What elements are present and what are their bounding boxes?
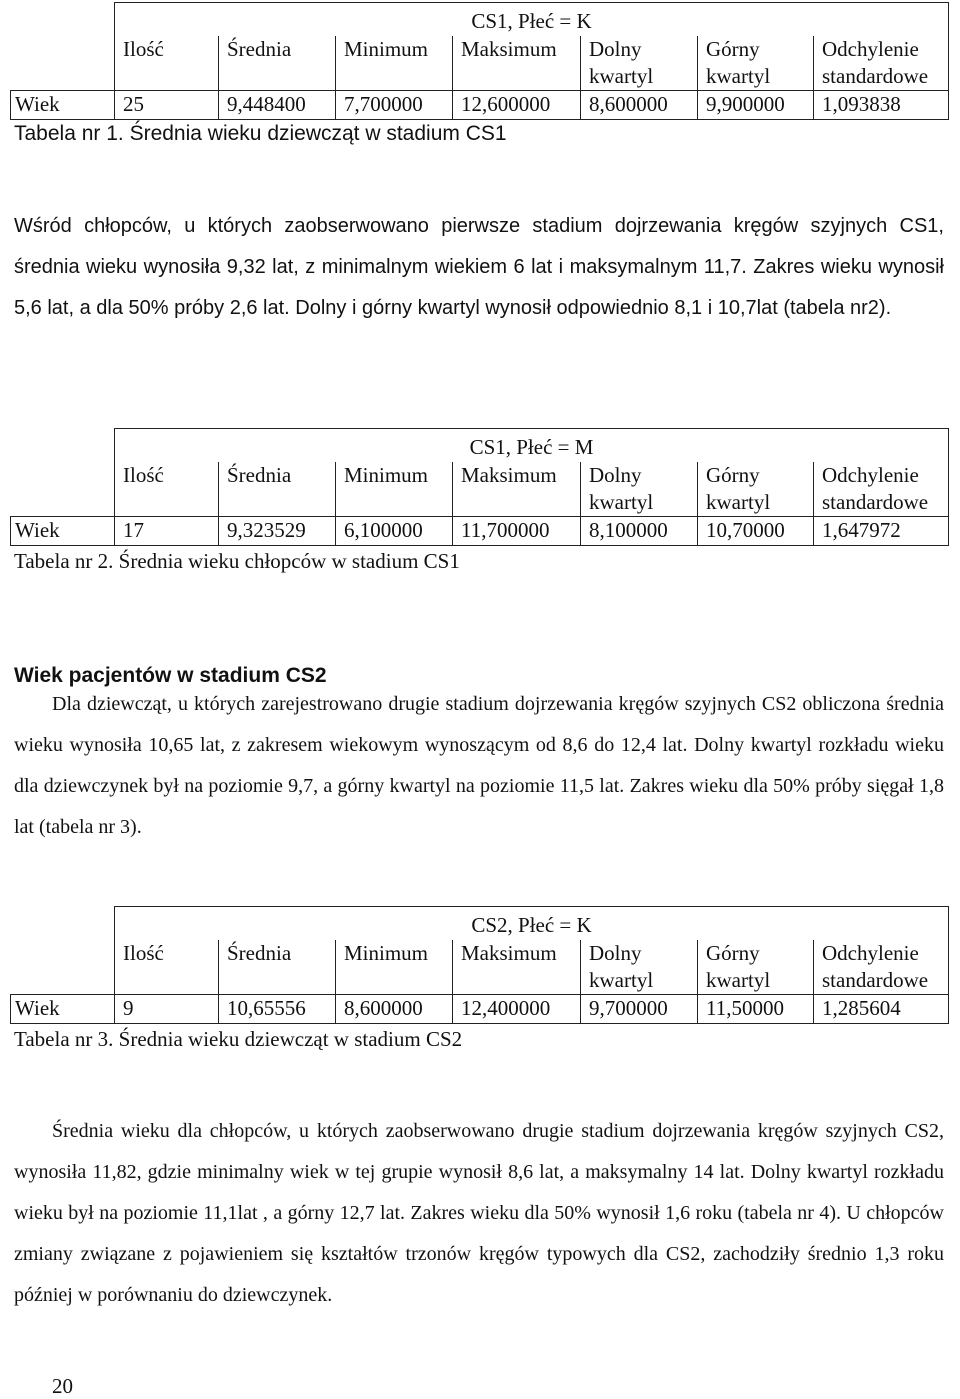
column-header-q3: Górny kwartyl [698, 940, 814, 995]
cell-mean: 10,65556 [219, 995, 336, 1024]
cell-min: 7,700000 [336, 91, 453, 120]
paragraph [14, 684, 944, 848]
paragraph-text: Dla dziewcząt, u których zarejestrowano drugie stadium dojrzewania kręgów szyjnych CS2 obliczona średnia wieku wynosiła 10,65 lat, z zakresem wiekowym wynoszącym od 8,6 do 12,4 lat. Dolny kwartyl rozkładu wieku dla dziewczynek był na poziomie 9,7, a górny kwartyl na poziomie 11,5 lat. Zakres wieku dla 50% próby sięgał 1,8 lat (tabela nr 3). [14, 693, 944, 838]
table-caption: Tabela nr 1. Średnia wieku dziewcząt w stadium CS1 [14, 122, 507, 145]
cell-max: 12,600000 [453, 91, 581, 120]
cell-q3: 9,900000 [698, 91, 814, 120]
column-header-min: Minimum [336, 940, 453, 995]
column-header-q3: Górny kwartyl [698, 462, 814, 517]
column-header-count: Ilość [115, 940, 219, 995]
column-header-mean: Średnia [219, 36, 336, 91]
row-label: Wiek [11, 91, 115, 120]
cell-sd: 1,093838 [814, 91, 949, 120]
table-corner [11, 462, 115, 517]
table-corner [11, 3, 115, 37]
cell-max: 11,700000 [453, 517, 581, 546]
column-header-sd: Odchylenie standardowe [814, 462, 949, 517]
cell-count: 9 [115, 995, 219, 1024]
cell-count: 17 [115, 517, 219, 546]
page-number: 20 [52, 1374, 73, 1398]
cell-q3: 10,70000 [698, 517, 814, 546]
row-label: Wiek [11, 517, 115, 546]
column-header-max: Maksimum [453, 36, 581, 91]
column-header-sd: Odchylenie standardowe [814, 36, 949, 91]
paragraph [14, 1111, 944, 1316]
cell-min: 8,600000 [336, 995, 453, 1024]
stats-table-cs2-female [10, 906, 949, 1024]
cell-q3: 11,50000 [698, 995, 814, 1024]
table-corner [11, 429, 115, 463]
table-group-header: CS1, Płeć = M [115, 429, 949, 463]
cell-mean: 9,323529 [219, 517, 336, 546]
table-corner [11, 940, 115, 995]
cell-sd: 1,285604 [814, 995, 949, 1024]
table-group-header: CS1, Płeć = K [115, 3, 949, 37]
stats-table-cs1-male [10, 428, 949, 546]
cell-min: 6,100000 [336, 517, 453, 546]
column-header-max: Maksimum [453, 940, 581, 995]
column-header-min: Minimum [336, 462, 453, 517]
column-header-count: Ilość [115, 36, 219, 91]
cell-count: 25 [115, 91, 219, 120]
cell-q1: 8,600000 [581, 91, 698, 120]
column-header-q1: Dolny kwartyl [581, 940, 698, 995]
column-header-q3: Górny kwartyl [698, 36, 814, 91]
column-header-q1: Dolny kwartyl [581, 36, 698, 91]
stats-table-cs1-female [10, 2, 949, 120]
section-heading: Wiek pacjentów w stadium CS2 [14, 664, 327, 687]
cell-max: 12,400000 [453, 995, 581, 1024]
column-header-mean: Średnia [219, 462, 336, 517]
column-header-min: Minimum [336, 36, 453, 91]
cell-sd: 1,647972 [814, 517, 949, 546]
table-corner [11, 907, 115, 941]
table-group-header: CS2, Płeć = K [115, 907, 949, 941]
cell-q1: 9,700000 [581, 995, 698, 1024]
cell-mean: 9,448400 [219, 91, 336, 120]
column-header-count: Ilość [115, 462, 219, 517]
column-header-sd: Odchylenie standardowe [814, 940, 949, 995]
column-header-max: Maksimum [453, 462, 581, 517]
column-header-q1: Dolny kwartyl [581, 462, 698, 517]
row-label: Wiek [11, 995, 115, 1024]
table-corner [11, 36, 115, 91]
table-caption: Tabela nr 3. Średnia wieku dziewcząt w stadium CS2 [14, 1027, 463, 1051]
table-caption: Tabela nr 2. Średnia wieku chłopców w stadium CS1 [14, 549, 460, 573]
column-header-mean: Średnia [219, 940, 336, 995]
paragraph-text: Średnia wieku dla chłopców, u których zaobserwowano drugie stadium dojrzewania kręgów szyjnych CS2, wynosiła 11,82, gdzie minimalny wiek w tej grupie wynosił 8,6 lat, a maksymalny 14 lat. Dolny kwartyl rozkładu wieku był na poziomie 11,1lat , a górny 12,7 lat. Zakres wieku dla 50% wynosił 1,6 roku (tabela nr 4). U chłopców zmiany związane z pojawieniem się kształtów trzonów kręgów typowych dla CS2, zachodziły średnio 1,3 roku później w porównaniu do dziewczynek. [14, 1120, 944, 1306]
paragraph [14, 206, 944, 329]
paragraph-text: Wśród chłopców, u których zaobserwowano pierwsze stadium dojrzewania kręgów szyjnych CS1, średnia wieku wynosiła 9,32 lat, z minimalnym wiekiem 6 lat i maksymalnym 11,7. Zakres wieku wynosił 5,6 lat, a dla 50% próby 2,6 lat. Dolny i górny kwartyl wynosił odpowiednio 8,1 i 10,7lat (tabela nr2). [14, 215, 944, 319]
cell-q1: 8,100000 [581, 517, 698, 546]
